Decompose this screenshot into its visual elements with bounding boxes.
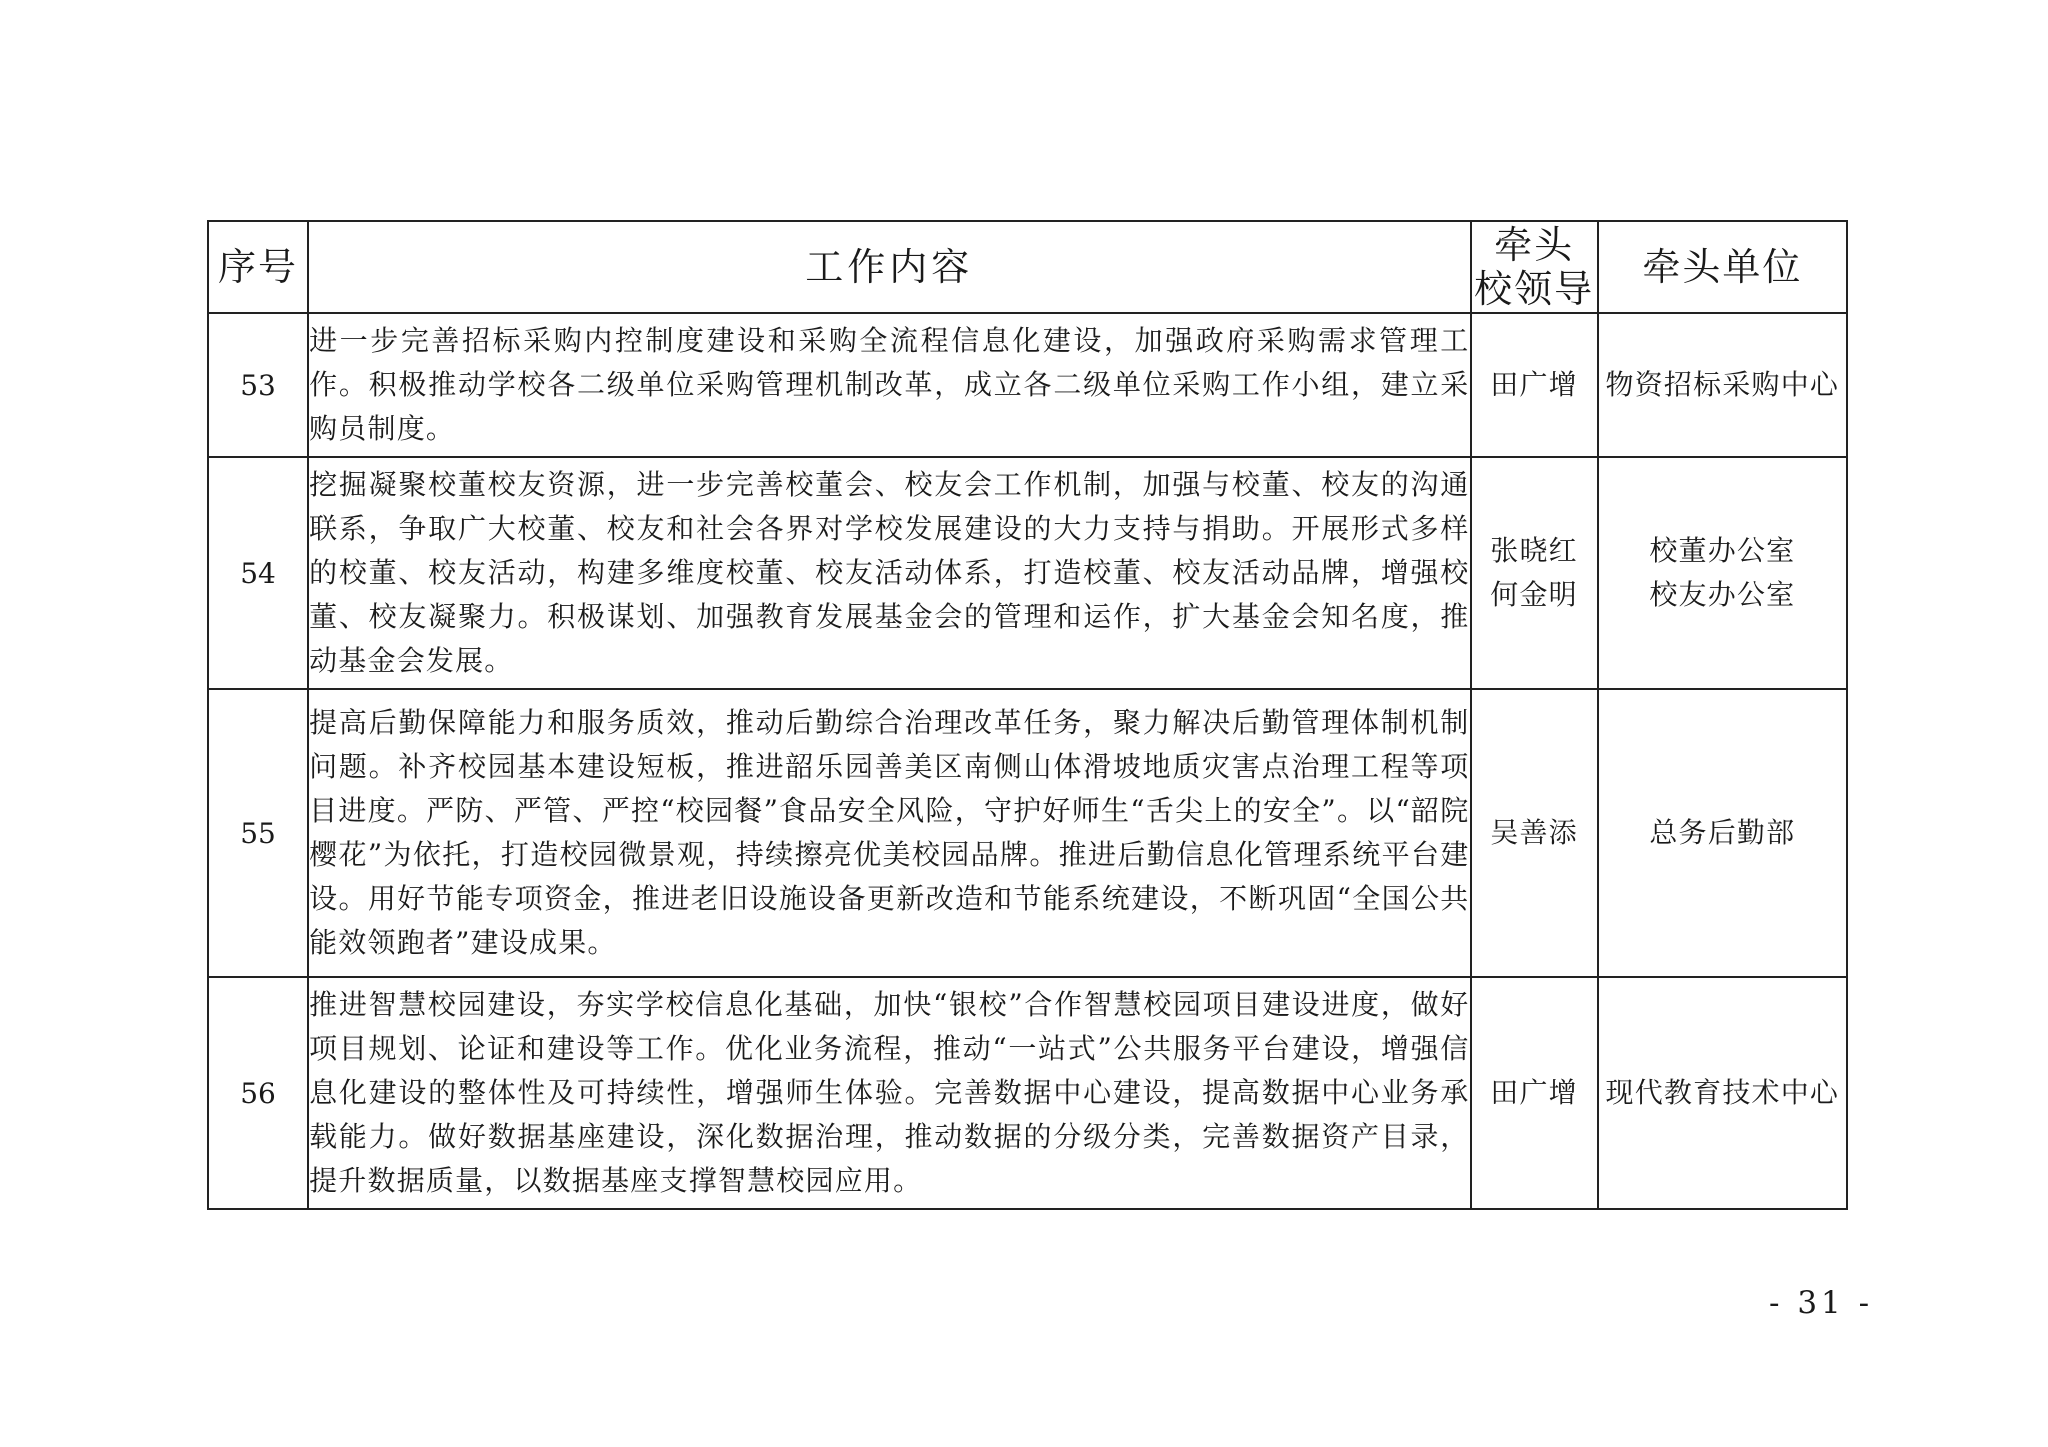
header-seq: 序号 xyxy=(208,221,308,313)
row-content: 挖掘凝聚校董校友资源，进一步完善校董会、校友会工作机制，加强与校董、校友的沟通联系，争取广大校董、校友和社会各界对学校发展建设的大力支持与捐助。开展形式多样的校董、校友活动，构建多维度校董、校友活动体系，打造校董、校友活动品牌，增强校董、校友凝聚力。积极谋划、加强教育发展基金会的管理和运作，扩大基金会知名度，推动基金会发展。 xyxy=(308,457,1470,689)
row-seq: 55 xyxy=(208,689,308,977)
header-content-label: 工作内容 xyxy=(805,245,974,289)
row-leader xyxy=(1471,977,1598,1209)
table-row xyxy=(208,977,1847,1209)
unit-name: 现代教育技术中心 xyxy=(1605,1076,1840,1109)
header-leader-line1: 牵头 xyxy=(1494,223,1575,267)
header-unit: 牵头单位 xyxy=(1598,221,1847,313)
unit-name: 校友办公室 xyxy=(1649,578,1796,611)
page-number: - 31 - xyxy=(1769,1285,1874,1321)
table-row xyxy=(208,689,1847,977)
table-row xyxy=(208,313,1847,457)
leader-name: 张晓红 xyxy=(1490,534,1578,567)
leader-name: 吴善添 xyxy=(1490,816,1578,849)
row-unit xyxy=(1598,457,1847,689)
work-table xyxy=(207,220,1848,1210)
row-unit xyxy=(1598,977,1847,1209)
row-unit xyxy=(1598,313,1847,457)
row-content: 提高后勤保障能力和服务质效，推动后勤综合治理改革任务，聚力解决后勤管理体制机制问题。补齐校园基本建设短板，推进韶乐园善美区南侧山体滑坡地质灾害点治理工程等项目进度。严防、严管、严控“校园餐”食品安全风险，守护好师生“舌尖上的安全”。以“韶院樱花”为依托，打造校园微景观，持续擦亮优美校园品牌。推进后勤信息化管理系统平台建设。用好节能专项资金，推进老旧设施设备更新改造和节能系统建设，不断巩固“全国公共能效领跑者”建设成果。 xyxy=(308,689,1470,977)
table-header-row xyxy=(208,221,1847,313)
row-leader xyxy=(1471,689,1598,977)
leader-name: 田广增 xyxy=(1490,368,1578,401)
unit-name: 物资招标采购中心 xyxy=(1605,368,1840,401)
row-content: 进一步完善招标采购内控制度建设和采购全流程信息化建设，加强政府采购需求管理工作。积极推动学校各二级单位采购管理机制改革，成立各二级单位采购工作小组，建立采购员制度。 xyxy=(308,313,1470,457)
row-leader xyxy=(1471,313,1598,457)
leader-name: 田广增 xyxy=(1490,1076,1578,1109)
header-leader xyxy=(1471,221,1598,313)
row-unit xyxy=(1598,689,1847,977)
row-seq: 53 xyxy=(208,313,308,457)
header-content xyxy=(308,221,1470,313)
unit-name: 校董办公室 xyxy=(1649,534,1796,567)
table-row xyxy=(208,457,1847,689)
row-leader xyxy=(1471,457,1598,689)
row-seq: 54 xyxy=(208,457,308,689)
header-leader-line2: 校领导 xyxy=(1474,267,1595,311)
leader-name: 何金明 xyxy=(1490,578,1578,611)
row-content: 推进智慧校园建设，夯实学校信息化基础，加快“银校”合作智慧校园项目建设进度，做好项目规划、论证和建设等工作。优化业务流程，推动“一站式”公共服务平台建设，增强信息化建设的整体性及可持续性，增强师生体验。完善数据中心建设，提高数据中心业务承载能力。做好数据基座建设，深化数据治理，推动数据的分级分类，完善数据资产目录，提升数据质量，以数据基座支撑智慧校园应用。 xyxy=(308,977,1470,1209)
unit-name: 总务后勤部 xyxy=(1649,816,1796,849)
row-seq: 56 xyxy=(208,977,308,1209)
